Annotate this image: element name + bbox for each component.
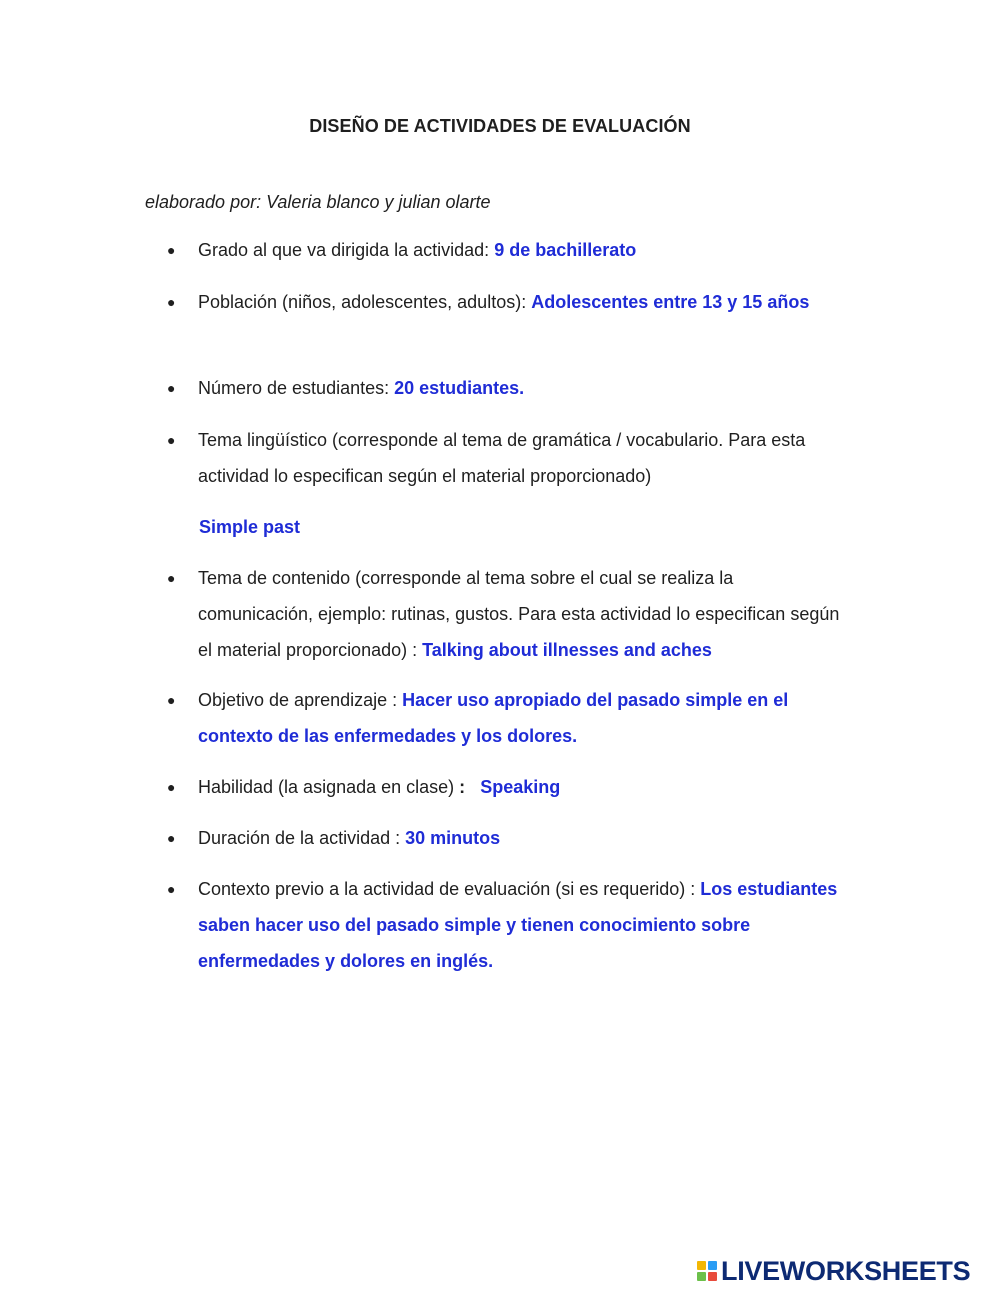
item-answer: Los estudiantes saben hacer uso del pasado simple y tienen conocimiento sobre enfermedades y dolores en inglés. (198, 879, 838, 971)
item-answer: 30 minutos (405, 828, 501, 848)
logo-block (697, 1272, 706, 1281)
logo-block (708, 1272, 717, 1281)
list-item-skill (167, 769, 863, 805)
list-item-grade (167, 232, 863, 268)
liveworksheets-logo (697, 1255, 970, 1287)
bullet-icon: ● (167, 692, 176, 708)
bullet-icon: ● (167, 432, 176, 448)
logo-block (697, 1261, 706, 1270)
list-item-prior-context (167, 871, 866, 979)
logo-block (708, 1261, 717, 1270)
item-label: Contexto previo a la actividad de evaluación (si es requerido) : (198, 879, 701, 899)
item-answer: 9 de bachillerato (494, 240, 637, 260)
list-item-duration (167, 820, 863, 856)
item-label: Población (niños, adolescentes, adultos): (198, 292, 532, 312)
item-answer: Hacer uso apropiado del pasado simple en el contexto de las enfermedades y los dolores. (198, 690, 789, 746)
logo-blocks-icon (697, 1261, 717, 1281)
item-label: Objetivo de aprendizaje : (198, 690, 403, 710)
list-item-population (167, 284, 838, 320)
bullet-icon: ● (167, 380, 176, 396)
item-label: Tema de contenido (corresponde al tema sobre el cual se realiza la comunicación, ejemplo: rutinas, gustos. Para esta actividad lo especifican según el material proporcionado) : (198, 568, 840, 660)
list-item-linguistic-topic (167, 422, 838, 494)
linguistic-topic-answer (199, 509, 300, 545)
bullet-icon: ● (167, 294, 176, 310)
item-label: Habilidad (la asignada en clase) (198, 777, 460, 797)
document-title: DISEÑO DE ACTIVIDADES DE EVALUACIÓN (309, 116, 691, 136)
bullet-icon: ● (167, 779, 176, 795)
item-label: Duración de la actividad : (198, 828, 406, 848)
bullet-icon: ● (167, 881, 176, 897)
item-answer: Talking about illnesses and aches (422, 640, 712, 660)
list-item-learning-objective (167, 682, 858, 754)
item-separator: : (459, 777, 466, 797)
item-answer: Speaking (480, 777, 561, 797)
item-label: Tema lingüístico (corresponde al tema de gramática / vocabulario. Para esta actividad lo especifican según el material proporcionado) (198, 430, 806, 486)
item-answer: 20 estudiantes. (394, 378, 525, 398)
list-item-student-count (167, 370, 863, 406)
item-label: Número de estudiantes: (198, 378, 395, 398)
item-answer: Adolescentes entre 13 y 15 años (531, 292, 810, 312)
bullet-icon: ● (167, 830, 176, 846)
bullet-icon: ● (167, 242, 176, 258)
item-answer: Simple past (199, 517, 301, 537)
item-label: Grado al que va dirigida la actividad: (198, 240, 495, 260)
bullet-icon: ● (167, 570, 176, 586)
logo-text: LIVEWORKSHEETS (721, 1255, 971, 1286)
list-item-content-topic (167, 560, 848, 668)
author-byline: elaborado por: Valeria blanco y julian olarte (145, 192, 491, 212)
